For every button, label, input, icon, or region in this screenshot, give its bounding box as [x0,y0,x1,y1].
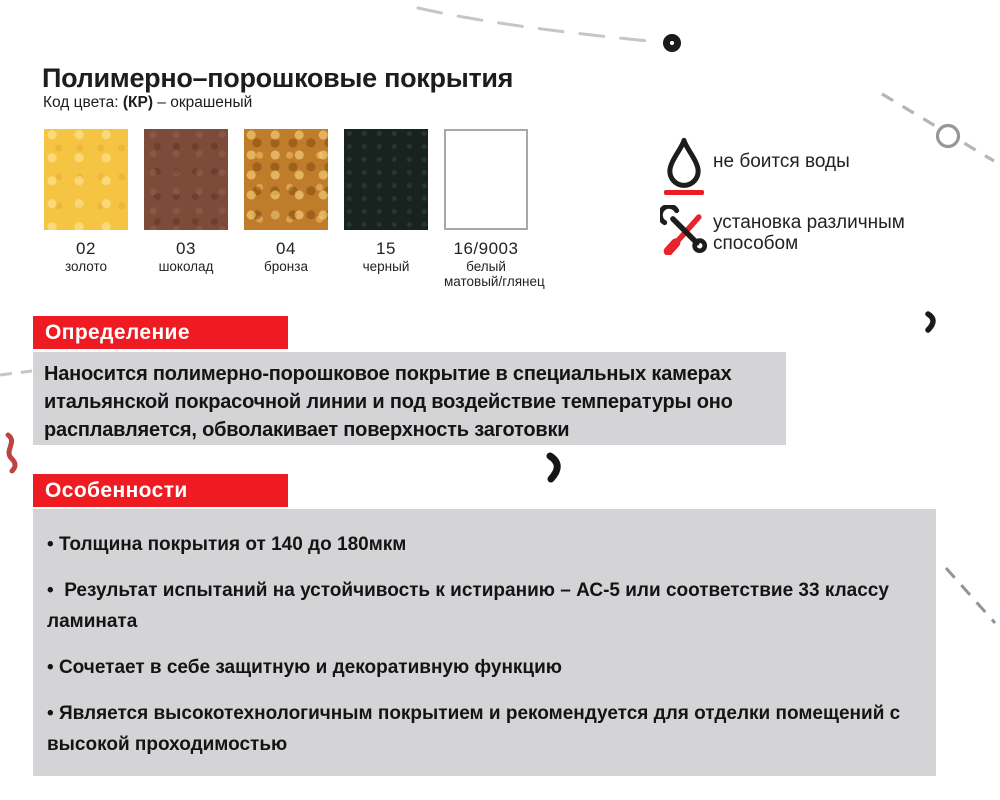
donut-dot-icon [667,38,678,49]
swatch-code: 15 [376,239,396,258]
feature-bullet: • Результат испытаний на устойчивость к истиранию – АС-5 или соответствие 33 классу ламината [47,575,930,637]
swatch-code: 02 [76,239,96,258]
feature-icon-wrap [655,205,713,255]
red-underline-bar [664,190,704,195]
swatch-cell-bronze [244,129,328,289]
swatch-name: белый [466,259,506,274]
swatch-color-gold [44,129,128,230]
color-code-value: (КР) [122,94,153,111]
feature-bullet: • Сочетает в себе защитную и декоративную функцию [47,652,930,683]
swatch-name: бронза [264,259,308,274]
left-dashes-decoration [0,366,36,380]
section-header-features [33,474,288,507]
water-drop-icon [664,136,704,188]
page-title: Полимерно–порошковые покрытия [42,63,514,93]
swatch-name-2: матовый/глянец [444,274,545,289]
swatch-code: 04 [276,239,296,258]
swatch-code: 03 [176,239,196,258]
small-crescent-decoration [922,311,942,335]
swatch-code: 16/9003 [453,239,519,258]
feature-list [655,136,955,265]
swatch-cell-black [344,129,428,289]
dashed-curve-decoration [400,0,700,62]
feature-label: установка различным способом [713,212,905,254]
red-squiggle-decoration [0,431,34,475]
swatch-name: шоколад [158,259,214,274]
swatch-color-bronze [244,129,328,230]
color-swatch-row [44,129,544,289]
section-heading: Определение [45,320,190,344]
swatch-cell-white [444,129,545,289]
swatch-cell-chocolate [144,129,228,289]
feature-installation [655,205,955,255]
swatch-color-white [444,129,528,230]
features-text-block [33,509,936,776]
feature-bullet: • Является высокотехнологичным покрытием и рекомендуется для отделки помещений с высокой проходимостью [47,698,930,760]
section-header-definition [33,316,288,349]
definition-text-block: Наносится полимерно-порошковое покрытие в специальных камерах итальянской покрасочной линии и под воздействие температуры оно расплавляется, обволакивает поверхность заготовки [33,352,786,445]
wrench-screwdriver-icon [660,205,708,255]
crescent-decoration [542,452,568,484]
feature-bullet: • Толщина покрытия от 140 до 180мкм [47,529,930,560]
swatch-color-black [344,129,428,230]
feature-label: не боится воды [713,151,850,172]
feature-icon-wrap [655,136,713,195]
swatch-name: золото [64,259,108,274]
feature-waterproof [655,136,955,195]
section-heading: Особенности [45,478,188,502]
color-code-subtitle: Код цвета: (КР) – окрашеный [43,94,253,111]
swatch-color-chocolate [144,129,228,230]
bottom-dashes-decoration [938,562,1000,630]
swatch-name: черный [362,259,410,274]
swatch-cell-gold [44,129,128,289]
